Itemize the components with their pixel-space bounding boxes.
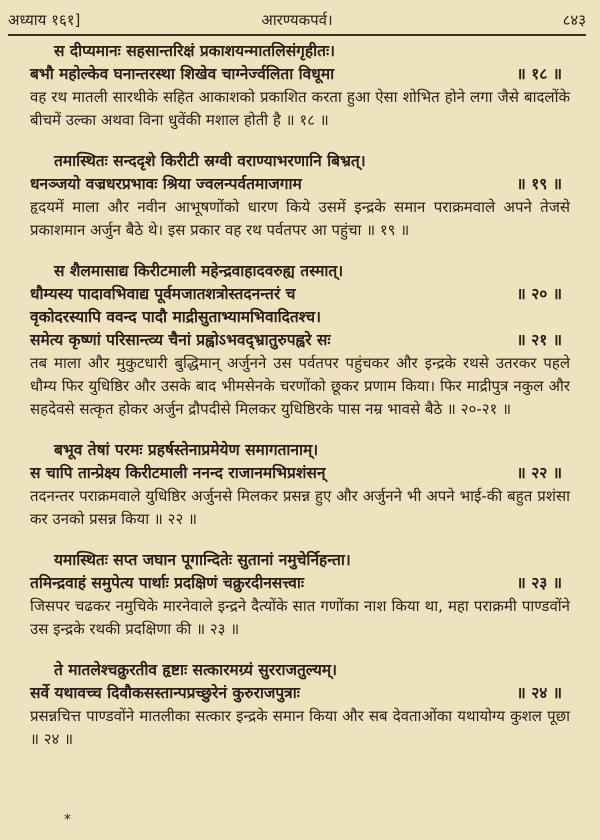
translation-text: जिसपर चढकर नमुचिके मारनेवाले इन्द्रने दैत्योंके सात गणोंका नाश किया था, महा पराक्रमी पाण्डवोंने उस इन्द्रके रथकी प्रदक्षिणा की ॥ २३ ॥ — [30, 597, 570, 638]
shloka-line: यमास्थितः सप्त जघान पूगान्दितेः सुतानां नमुचेर्निहन्ता। — [54, 551, 351, 569]
shloka-line: स शैलमासाद्य किरीटमाली महेन्द्रवाहादवरुह्य तस्मात्। — [54, 262, 344, 280]
shloka-line: बभूव तेषां परमः प्रहर्षस्तेनाप्रमेयेण समागतानाम्। — [54, 441, 319, 459]
shloka-line: तमिन्द्रवाहं समुपेत्य पार्थाः प्रदक्षिणं चक्रुरदीनसत्त्वाः ॥ २३ ॥ — [30, 574, 562, 592]
translation-text: हृदयमें माला और नवीन आभूषणोंको धारण किये उसमें इन्द्रके समान पराक्रमवाले अपने तेजसे प्रकाशमान अर्जुन बैठे थे। इस प्रकार वह रथ पर्वतपर आ पहुंचा ॥ १९ ॥ — [30, 198, 570, 239]
verse-block — [30, 659, 570, 751]
shloka-line: सर्वे यथावच्च दिवौकसस्तान्पप्रच्छुरेनं कुरुराजपुत्राः ॥ २४ ॥ — [30, 684, 562, 702]
verse-block — [30, 549, 570, 641]
page-content — [30, 40, 570, 769]
verse-block — [30, 439, 570, 531]
translation-text: वह रथ मातली सारथीके सहित आकाशको प्रकाशित करता हुआ ऐसा शोभित होने लगा जैसे बादलोंके बीचमें उल्का अथवा विना धुवेंकी मशाल होती है ॥ १८ ॥ — [30, 88, 570, 129]
shloka-line: स दीप्यमानः सहसान्तरिक्षं प्रकाशयन्मातलिसंगृहीतः। — [54, 42, 335, 60]
shloka-line: ते मातलेश्चक्रुरतीव हृष्टाः सत्कारमग्र्यं सुरराजतुल्यम्। — [54, 661, 338, 679]
shloka-line: तमास्थितः सन्ददृशे किरीटी स्रग्वी वराण्याभरणानि बिभ्रत्। — [54, 152, 366, 170]
page-number: ८४३ — [562, 11, 586, 29]
shloka-line: धौम्यस्य पादावभिवाद्य पूर्वमजातशत्रोस्तदनन्तरं च ॥ २० ॥ — [30, 285, 562, 303]
translation-text: तदनन्तर पराक्रमवाले युधिष्ठिर अर्जुनसे मिलकर प्रसन्न हुए और अर्जुनने भी अपने भाई-की बहुत प्रशंसा कर उनको प्रसन्न किया ॥ २२ ॥ — [30, 487, 570, 528]
section-title: आरण्यकपर्व। — [261, 11, 333, 29]
verse-block — [30, 260, 570, 421]
shloka-line: बभौ महोल्केव घनान्तरस्था शिखेव चाग्नेर्ज्वलिता विधूमा ॥ १८ ॥ — [30, 65, 562, 83]
translation-text: तब माला और मुकुटधारी बुद्धिमान् अर्जुनने उस पर्वतपर पहुंचकर और इन्द्रके रथसे उतरकर पहले धौम्य फिर युधिष्ठिर और उसके बाद भीमसेनके चरणोंको छूकर प्रणाम किया। फिर माद्रीपुत्र नकुल और सहदेवसे सत्कृत होकर अर्जुन द्रौपदीसे मिलकर युधिष्ठिरके पास नम्र भावसे बैठे ॥ २०-२१ ॥ — [30, 354, 570, 418]
verse-block — [30, 150, 570, 242]
shloka-line: धनञ्जयो वज्रधरप्रभावः श्रिया ज्वलन्पर्वतमाजगाम ॥ १९ ॥ — [30, 175, 562, 193]
shloka-line: समेत्य कृष्णां परिसान्त्व्य चैनां प्रह्वोऽभवद्भ्रातुरुपह्वरे सः ॥ २१ ॥ — [30, 331, 562, 349]
shloka-line: स चापि तान्प्रेक्ष्य किरीटमाली ननन्द राजानमभिप्रशंसन् ॥ २२ ॥ — [30, 464, 562, 482]
chapter-label: अध्याय १६१] — [8, 11, 81, 29]
shloka-line: वृकोदरस्यापि ववन्द पादौ माद्रीसुताभ्यामभिवादितश्च। — [30, 308, 321, 326]
translation-text: प्रसन्नचित्त पाण्डवोंने मातलीका सत्कार इन्द्रके समान किया और सब देवताओंका यथायोग्य कुशल पूछा ॥ २४ ॥ — [30, 707, 570, 748]
footer-mark: * — [64, 812, 71, 828]
verse-block — [30, 40, 570, 132]
page-header — [8, 4, 586, 36]
